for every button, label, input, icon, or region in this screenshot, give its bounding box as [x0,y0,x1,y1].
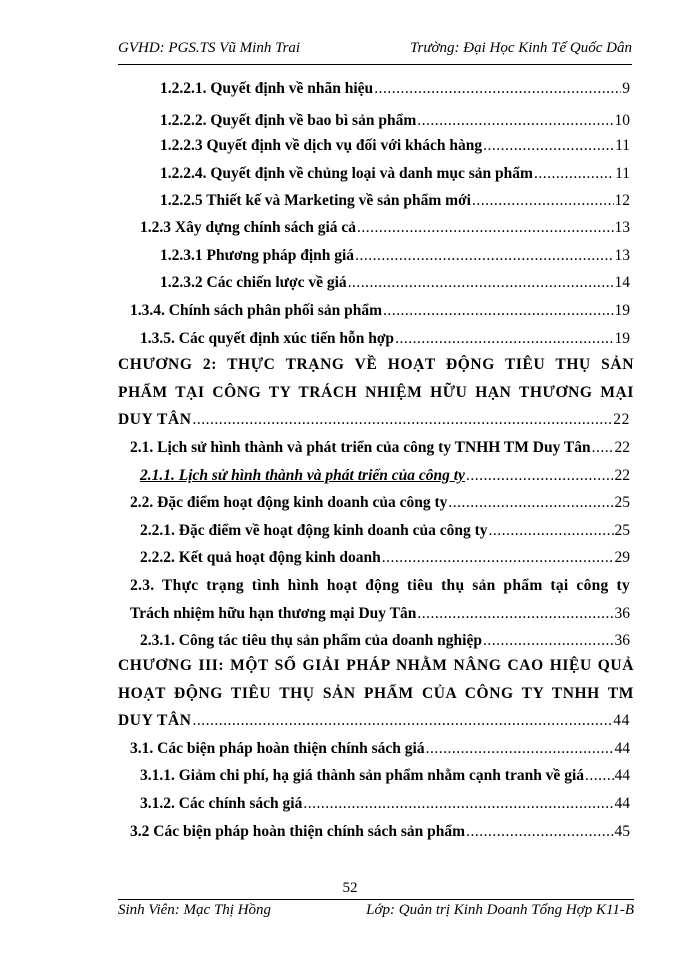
toc-entry-title: 3.1.2. Các chính sách giá [140,795,303,812]
toc-entry-title: 2.2. Đặc điểm hoạt động kinh doanh của công ty [130,494,448,511]
toc-dot-leader [348,274,614,292]
toc-entry[interactable] [130,302,630,320]
toc-dot-leader [357,219,613,237]
toc-dot-leader [426,740,614,758]
toc-entry-title: 2.2.2. Kết quả hoạt động kinh doanh [140,549,381,566]
toc-entry-page: 44 [613,712,630,729]
toc-entry-title: 1.2.3.1 Phương pháp định giá [160,247,355,264]
toc-entry[interactable] [140,467,630,485]
toc-entry-page: 22 [613,411,630,428]
toc-dot-leader [417,112,613,130]
toc-entry[interactable] [118,712,630,730]
toc-entry-title: 1.2.2.1. Quyết định về nhãn hiệu [160,80,374,97]
toc-entry[interactable] [160,112,630,130]
toc-dot-leader [303,795,613,813]
section-2-3-title-line-1[interactable]: 2.3. Thực trạng tình hình hoạt động tiêu thụ sản phẩm tại công ty [130,577,630,594]
toc-entry-page: 10 [614,112,630,129]
toc-dot-leader [382,549,614,567]
toc-entry-page: 9 [622,80,630,97]
toc-entry-page: 11 [615,137,630,154]
toc-entry[interactable] [130,740,630,758]
toc-entry-title: 1.3.5. Các quyết định xúc tiến hỗn hợp [140,330,395,347]
toc-entry[interactable] [140,549,630,567]
toc-entry[interactable] [130,494,630,512]
toc-dot-leader [483,632,614,650]
toc-entry-title: 1.2.3 Xây dựng chính sách giá cả [140,219,357,236]
toc-dot-leader [193,712,613,730]
footer-student: Sinh Viên: Mạc Thị Hồng [118,902,272,918]
toc-entry-title: 3.1.1. Giảm chi phí, hạ giá thành sản phẩm nhằm cạnh tranh về giá [140,767,584,784]
page-number: 52 [342,880,358,896]
toc-dot-leader [534,165,614,183]
toc-entry-title: 1.2.2.4. Quyết định về chủng loại và danh mục sản phẩm [160,165,533,182]
chapter-3-title-line-1[interactable]: CHƯƠNG III: MỘT SỐ GIẢI PHÁP NHẰM NÂNG CAO HIỆU QUẢ [118,657,634,674]
footer-class: Lớp: Quản trị Kinh Doanh Tổng Hợp K11-B [366,902,634,918]
toc-entry-title: 1.2.2.3 Quyết định về dịch vụ đối với khách hàng [160,137,483,154]
toc-entry[interactable] [160,165,630,183]
toc-entry[interactable] [160,247,630,265]
toc-dot-leader [466,467,614,485]
toc-dot-leader [355,247,613,265]
toc-entry-page: 36 [614,632,630,649]
toc-dot-leader [489,522,614,540]
toc-entry[interactable] [130,605,630,623]
toc-entry-page: 25 [614,494,630,511]
toc-entry-page: 19 [614,330,630,347]
toc-entry-title: 2.2.1. Đặc điểm về hoạt động kinh doanh của công ty [140,522,488,539]
toc-entry[interactable] [140,795,630,813]
toc-entry-page: 13 [614,247,630,264]
toc-entry[interactable] [130,823,630,841]
toc-entry-title: 2.1. Lịch sử hình thành và phát triển của công ty TNHH TM Duy Tân [130,439,591,456]
toc-dot-leader [592,439,614,457]
toc-entry-title: 3.1. Các biện pháp hoàn thiện chính sách giá [130,740,425,757]
toc-entry-title: 1.3.4. Chính sách phân phối sản phẩm [130,302,382,319]
toc-entry[interactable] [160,192,630,210]
toc-dot-leader [483,137,614,155]
chapter-2-title-line-2[interactable]: PHẨM TẠI CÔNG TY TRÁCH NHIỆM HỮU HẠN THƯƠNG MẠI [118,384,634,401]
toc-entry-page: 36 [614,605,630,622]
toc-entry[interactable] [140,330,630,348]
toc-entry-title: Trách nhiệm hữu hạn thương mại Duy Tân [130,605,417,622]
toc-entry-page: 25 [614,522,630,539]
toc-entry-title: DUY TÂN [118,712,192,729]
toc-dot-leader [395,330,613,348]
toc-dot-leader [417,605,613,623]
page-header [118,38,632,65]
chapter-3-title-line-2[interactable]: HOẠT ĐỘNG TIÊU THỤ SẢN PHẨM CỦA CÔNG TY TNHH TM [118,685,634,702]
toc-entry[interactable] [140,522,630,540]
toc-dot-leader [374,80,621,98]
toc-entry-page: 22 [614,467,630,484]
toc-entry-page: 11 [615,165,630,182]
toc-entry-title: 1.2.2.5 Thiết kế và Marketing về sản phẩm mới [160,192,471,209]
toc-entry-title: 3.2 Các biện pháp hoàn thiện chính sách sản phẩm [130,823,466,840]
toc-entry-page: 12 [614,192,630,209]
chapter-2-title-line-1[interactable]: CHƯƠNG 2: THỰC TRẠNG VỀ HOẠT ĐỘNG TIÊU THỤ SẢN [118,356,634,373]
toc-entry[interactable] [140,767,630,785]
toc-entry-title: 2.3.1. Công tác tiêu thụ sản phẩm của doanh nghiệp [140,632,482,649]
toc-entry-page: 44 [614,767,630,784]
toc-entry[interactable] [140,632,630,650]
toc-entry[interactable] [118,411,630,429]
toc-entry[interactable] [140,219,630,237]
toc-dot-leader [193,411,613,429]
toc-dot-leader [472,192,614,210]
header-school: Trường: Đại Học Kinh Tế Quốc Dân [409,40,632,56]
toc-entry[interactable] [130,439,630,457]
toc-entry[interactable] [160,137,630,155]
toc-entry-title: 1.2.2.2. Quyết định về bao bì sản phẩm [160,112,417,129]
toc-entry[interactable] [160,80,630,98]
toc-entry-page: 44 [614,795,630,812]
toc-entry-title: 1.2.3.2 Các chiến lược về giá [160,274,347,291]
toc-dot-leader [383,302,614,320]
header-advisor: GVHD: PGS.TS Vũ Minh Trai [118,40,301,56]
toc-dot-leader [466,823,613,841]
toc-entry-page: 45 [614,823,630,840]
toc-entry-page: 13 [614,219,630,236]
toc-entry[interactable] [160,274,630,292]
toc-entry-page: 29 [614,549,630,566]
toc-entry-page: 19 [614,302,630,319]
toc-dot-leader [448,494,613,512]
footer-divider [118,899,634,900]
chapter-2-title-line-3: DUY TÂN [118,411,192,428]
toc-entry-page: 14 [614,274,630,291]
toc-entry-page: 44 [614,740,630,757]
toc-entry-title: 2.1.1. Lịch sử hình thành và phát triển của công ty [140,467,465,484]
toc-dot-leader [585,767,614,785]
toc-entry-page: 22 [614,439,630,456]
